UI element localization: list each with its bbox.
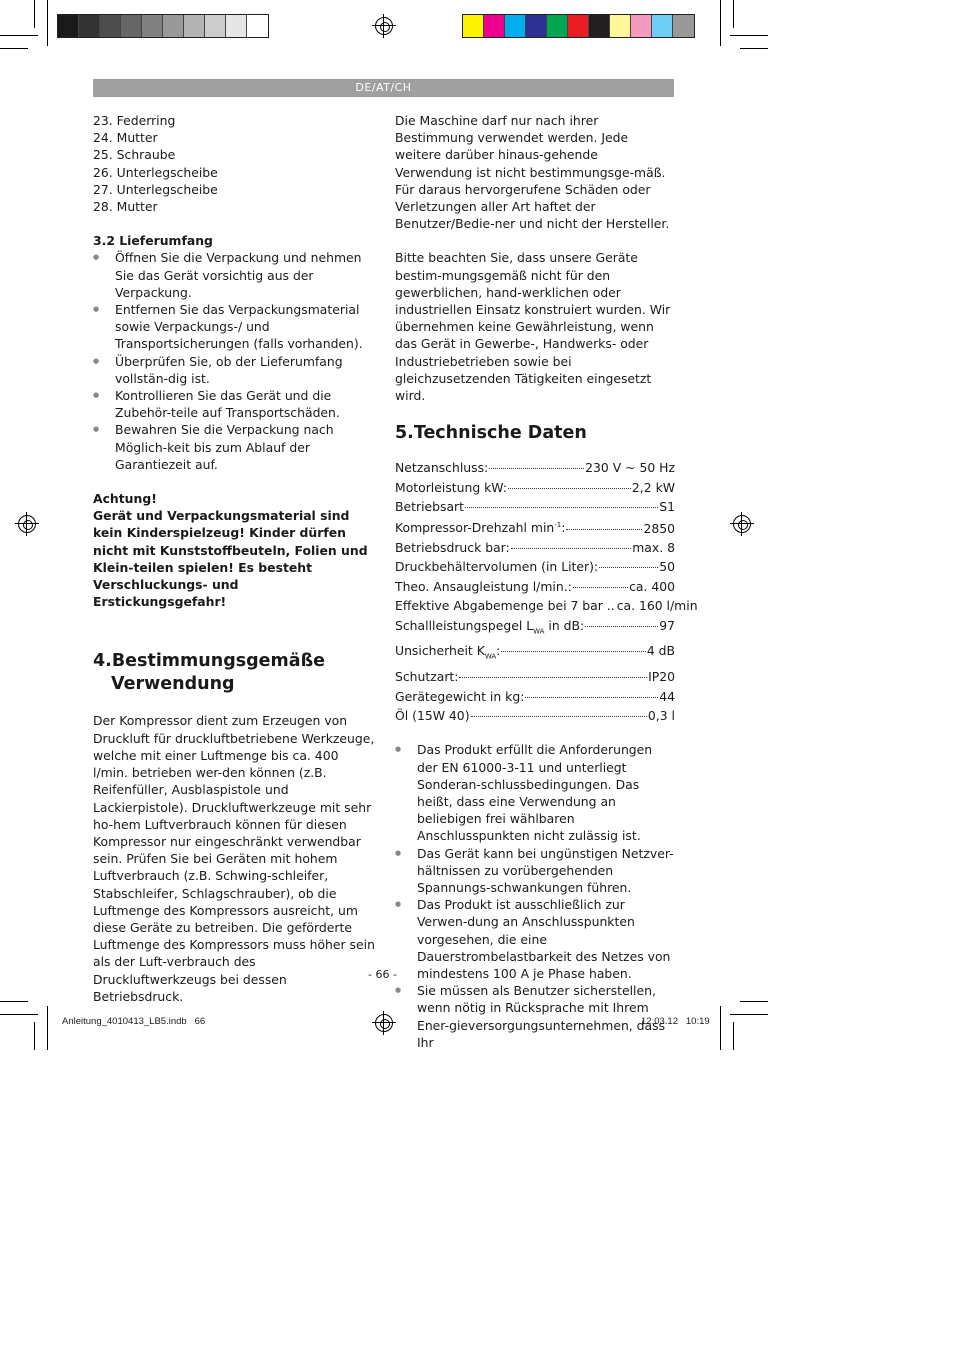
spec-value: 44 <box>659 688 675 704</box>
page-number: - 66 - <box>368 968 397 981</box>
part-item: 24. Mutter <box>93 130 158 146</box>
spec-label: Theo. Ansaugleistung l/min.: <box>395 578 572 594</box>
spec-value: 2850 <box>643 520 675 536</box>
spec-value: ca. 160 l/min <box>616 598 698 614</box>
color-swatch <box>526 15 547 37</box>
spec-leader <box>508 488 631 489</box>
color-swatch <box>568 15 589 37</box>
spec-leader <box>501 651 645 652</box>
spec-row <box>395 558 675 575</box>
crop-mark <box>0 35 38 36</box>
spec-leader <box>489 468 584 469</box>
process-color-bar <box>462 14 695 38</box>
registration-mark-icon <box>18 515 36 533</box>
registration-mark-icon <box>375 17 393 35</box>
color-swatch <box>610 15 631 37</box>
left-column <box>93 112 375 1005</box>
color-swatch <box>484 15 505 37</box>
spec-value: 0,3 l <box>647 708 675 723</box>
spec-label: Druckbehältervolumen (in Liter): <box>395 559 599 575</box>
color-swatch <box>226 15 247 37</box>
spec-label: Effektive Abgabemenge bei 7 bar .. <box>395 598 615 614</box>
color-swatch <box>142 15 163 37</box>
spec-leader <box>465 507 658 508</box>
spec-leader <box>471 716 647 717</box>
crop-mark <box>34 1022 35 1050</box>
spec-row <box>395 688 675 705</box>
section4-text: Der Kompressor dient zum Erzeugen von Druckluft für druckluftbetriebene Werkzeuge, welche mit einer Luftmenge bis ca. 400 l/min. betrieben wer-den können (z.B. Reifenfüller, Ausblaspistole und Lackierpistole). Druckluftwerkzeuge mit sehr ho-hem Luftverbrauch können für diesen Kompressor nur eingeschränkt verwendbar sein. Prüfen Sie bei Geräten mit hohem Luftverbrauch (z.B. Schwing-schleifer, Stabschleifer, Schlagschrauber), ob die Luftmenge des Kompressors ausreicht, um diese Geräte zu betreiben. Die geförderte Luftmenge des Kompressors muss höher sein als der Luft-verbrauch des Druckluftwerkzeugs bei dessen Betriebsdruck. <box>93 713 375 1004</box>
delivery-item: ● Bewahren Sie die Verpackung nach Möglich-keit bis zum Ablauf der Garantiezeit auf. <box>93 421 375 473</box>
color-swatch <box>463 15 484 37</box>
gray-color-bar <box>57 14 269 38</box>
spec-row <box>395 617 675 641</box>
spec-label: Unsicherheit $K_{WA}$: <box>395 643 501 661</box>
delivery-item: ● Überprüfen Sie, ob der Lieferumfang vollstän-dig ist. <box>93 353 375 387</box>
delivery-title: 3.2 Lieferumfang <box>93 233 213 249</box>
note-item: ● Das Produkt erfüllt die Anforderungen der EN 61000-3-11 und unterliegt Sonderan-schlussbedingungen. Das heißt, dass eine Verwendung an beliebigen frei wählbaren Anschlusspunkten nicht zulässig ist. <box>395 741 675 844</box>
delivery-list <box>93 249 375 473</box>
spec-value: ca. 400 <box>629 578 675 594</box>
usage-paragraph: Die Maschine darf nur nach ihrer Bestimmung verwendet werden. Jede weitere darüber hinaus-gehende Verwendung ist nicht bestimmungsge-mäß. Für daraus hervorgerufene Schäden oder Verletzungen aller Art haftet der Benutzer/Bedie-ner und nicht der Hersteller. <box>395 113 670 232</box>
color-swatch <box>673 15 694 37</box>
crop-mark <box>740 48 768 49</box>
spec-leader <box>585 626 658 627</box>
note-item: ● Das Produkt ist ausschließlich zur Verwen-dung an Anschlusspunkten vorgesehen, die eine Dauerstrombelastbarkeit des Netzes von mindestens 100 A je Phase haben. <box>395 896 675 982</box>
spec-row <box>395 578 675 595</box>
crop-mark <box>733 1022 734 1050</box>
part-item: 28. Mutter <box>93 199 158 215</box>
color-swatch <box>79 15 100 37</box>
spec-row <box>395 668 675 685</box>
crop-mark <box>740 1001 768 1002</box>
color-swatch <box>505 15 526 37</box>
spec-label: Betriebsdruck bar: <box>395 539 510 555</box>
delivery-item: ● Entfernen Sie das Verpackungsmaterial sowie Verpackungs-/ und Transportsicherungen (falls vorhanden). <box>93 301 375 353</box>
color-swatch <box>121 15 142 37</box>
section5-title: 5.Technische Daten <box>395 423 587 444</box>
color-swatch <box>631 15 652 37</box>
spec-label: Motorleistung kW: <box>395 479 508 495</box>
spec-row <box>395 642 675 666</box>
spec-row <box>395 597 698 614</box>
spec-row <box>395 459 675 476</box>
crop-mark <box>47 0 48 46</box>
part-item: 26. Unterlegscheibe <box>93 164 218 180</box>
color-swatch <box>652 15 673 37</box>
crop-mark <box>720 0 721 46</box>
delivery-item: ● Kontrollieren Sie das Gerät und die Zubehör-teile auf Transportschäden. <box>93 387 375 421</box>
region-header: DE/AT/CH <box>93 79 674 97</box>
delivery-item: ● Öffnen Sie die Verpackung und nehmen Sie das Gerät vorsichtig aus der Verpackung. <box>93 249 375 301</box>
crop-mark <box>0 48 28 49</box>
part-item: 27. Unterlegscheibe <box>93 181 218 197</box>
color-swatch <box>247 15 268 37</box>
spec-leader <box>511 548 632 549</box>
spec-value: 230 V ~ 50 Hz <box>585 460 675 476</box>
notes-list <box>395 741 675 1051</box>
warranty-paragraph: Bitte beachten Sie, dass unsere Geräte bestim-mungsgemäß nicht für den gewerblichen, hand-werklichen oder industriellen Einsatz konstruiert wurden. Wir übernehmen keine Gewährleistung, wenn das Gerät in Gewerbe-, Handwerks- oder Industriebetrieben sowie bei gleichzusetzenden Tätigkeiten eingesetzt wird. <box>395 250 671 404</box>
registration-mark-icon <box>375 1014 393 1032</box>
spec-value: 4 dB <box>646 643 675 659</box>
print-date: 12.03.12 10:19 <box>641 1016 710 1027</box>
spec-leader <box>573 587 628 588</box>
crop-mark <box>720 1006 721 1050</box>
spec-label: Netzanschluss: <box>395 460 489 476</box>
color-swatch <box>100 15 121 37</box>
color-swatch <box>184 15 205 37</box>
spec-label: Schallleistungspegel $L_{WA}$ in dB: <box>395 617 585 635</box>
color-swatch <box>205 15 226 37</box>
file-info: Anleitung_4010413_LB5.indb 66 <box>62 1016 206 1027</box>
crop-mark <box>34 0 35 28</box>
spec-label: Kompressor-Drehzahl $\min^{-1}$: <box>395 520 566 536</box>
section4-title: 4.Bestimmungsgemäße Verwendung <box>93 651 326 695</box>
crop-mark <box>733 0 734 28</box>
spec-row <box>395 517 675 536</box>
parts-list <box>93 112 375 215</box>
spec-value: S1 <box>659 499 675 515</box>
spec-value: max. 8 <box>632 539 675 555</box>
spec-row <box>395 498 675 515</box>
spec-leader <box>599 567 658 568</box>
spec-value: 97 <box>659 617 675 633</box>
spec-table <box>395 459 698 724</box>
spec-label: Gerätegewicht in kg: <box>395 688 525 704</box>
color-swatch <box>547 15 568 37</box>
warning-text: Achtung! Gerät und Verpackungsmaterial sind kein Kinderspielzeug! Kinder dürfen nicht mit Kunststoffbeuteln, Folien und Klein-teilen spielen! Es besteht Verschluckungs- und Erstickungsgefahr! <box>93 491 368 610</box>
spec-row <box>395 479 675 496</box>
color-swatch <box>589 15 610 37</box>
spec-row <box>395 707 675 724</box>
crop-mark <box>730 1014 768 1015</box>
part-item: 23. Federring <box>93 113 176 128</box>
note-item: ● Das Gerät kann bei ungünstigen Netzver-hältnissen zu vorübergehenden Spannungs-schwankungen führen. <box>395 845 675 897</box>
spec-label: Öl (15W 40) <box>395 708 470 723</box>
color-swatch <box>58 15 79 37</box>
spec-leader <box>525 697 658 698</box>
spec-value: 2,2 kW <box>631 479 675 495</box>
color-swatch <box>163 15 184 37</box>
spec-leader <box>566 529 642 530</box>
spec-row <box>395 539 675 556</box>
spec-value: 50 <box>659 559 675 575</box>
spec-label: Betriebsart <box>395 499 465 515</box>
registration-mark-icon <box>733 515 751 533</box>
crop-mark <box>0 1014 38 1015</box>
spec-label: Schutzart: <box>395 669 459 685</box>
crop-mark <box>0 1001 28 1002</box>
crop-mark <box>47 1006 48 1050</box>
note-item: ● Sie müssen als Benutzer sicherstellen, wenn nötig in Rücksprache mit Ihrem Ener-gieversorgungsunternehmen, dass Ihr <box>395 982 675 1051</box>
part-item: 25. Schraube <box>93 147 176 163</box>
spec-leader <box>459 677 647 678</box>
crop-mark <box>730 35 768 36</box>
spec-value: IP20 <box>648 669 675 685</box>
